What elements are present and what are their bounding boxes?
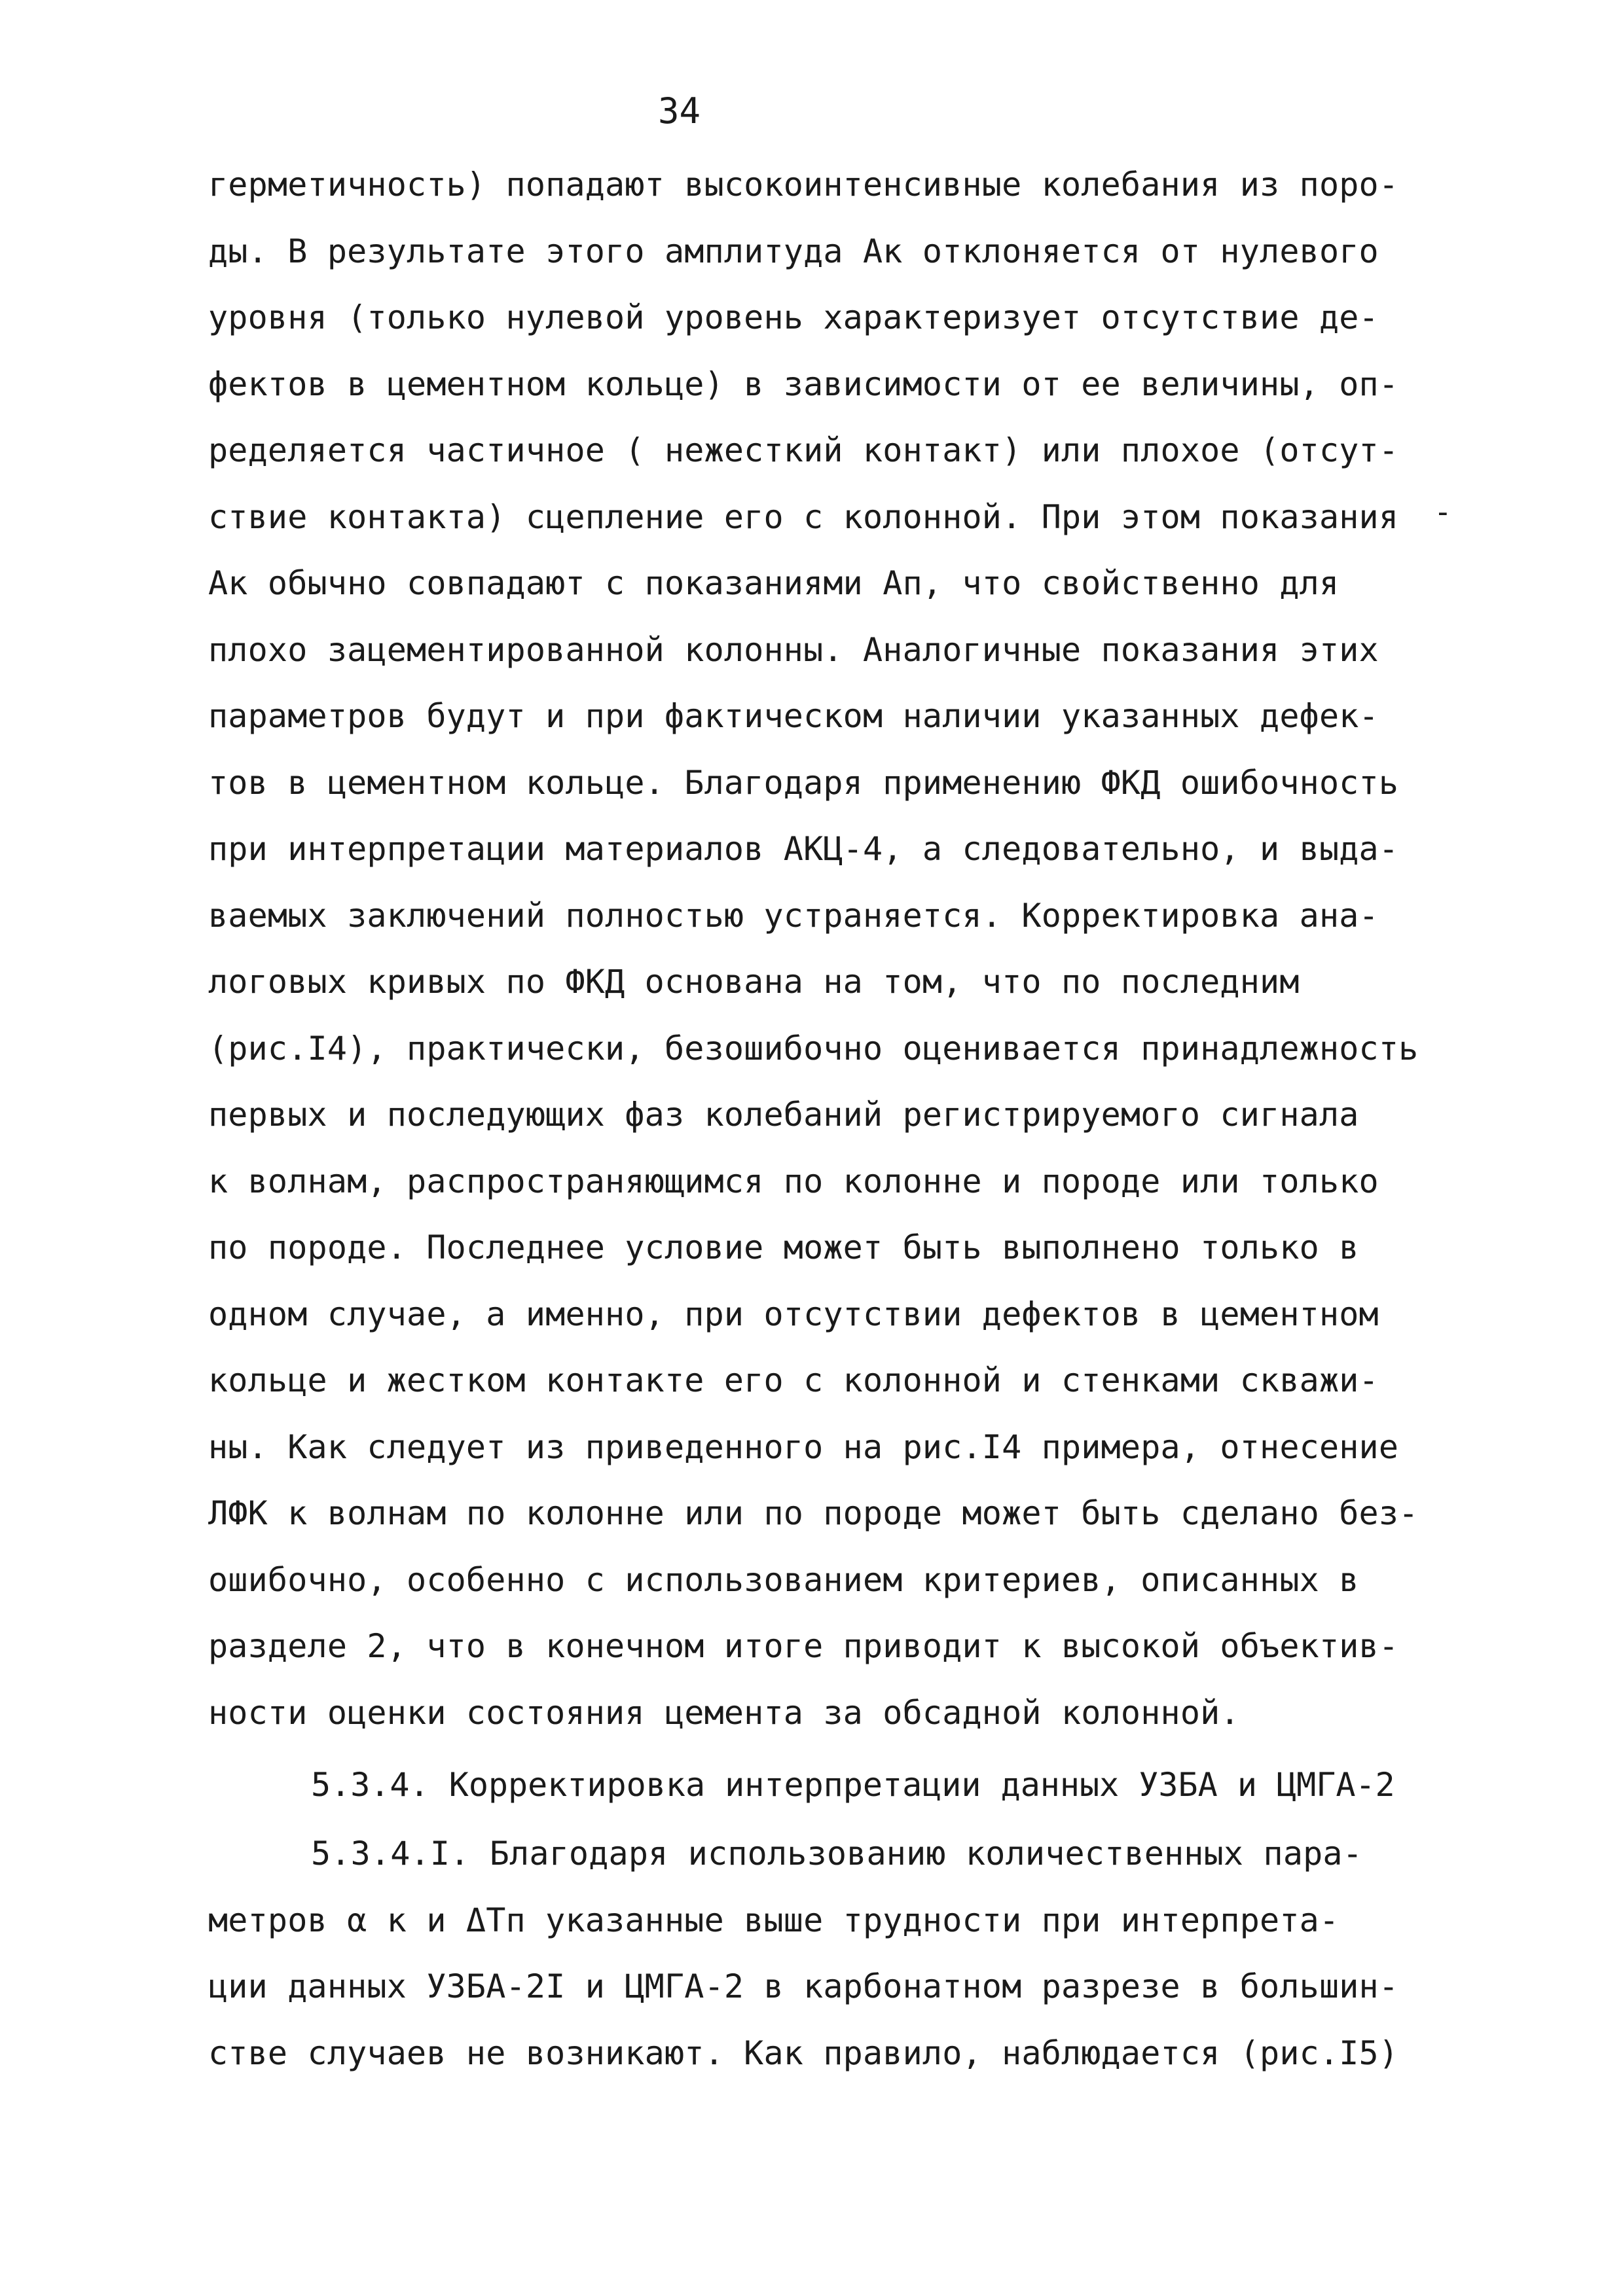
text-line: ствие контакта) сцепление его с колонной. При этом показания <box>208 497 1399 536</box>
text-line: ции данных УЗБА-2I и ЦМГА-2 в карбонатном разрезе в большин- <box>208 1967 1399 2005</box>
text-line: фектов в цементном кольце) в зависимости от ее величины, оп- <box>208 365 1399 403</box>
text-line: ределяется частичное ( нежесткий контакт) или плохое (отсут- <box>208 431 1399 469</box>
text-line: первых и последующих фаз колебаний регистрируемого сигнала <box>208 1096 1359 1134</box>
text-line: плохо зацементированной колонны. Аналогичные показания этих <box>208 630 1379 669</box>
text-line: логовых кривых по ФКД основана на том, что по последним <box>208 963 1300 1001</box>
text-line: кольце и жестком контакте его с колонной и стенками скважи- <box>208 1361 1379 1399</box>
text-line: по породе. Последнее условие может быть выполнено только в <box>208 1229 1359 1266</box>
body-paragraph <box>208 152 1465 1746</box>
text-line: ошибочно, особенно с использованием критериев, описанных в <box>208 1560 1359 1599</box>
text-line: метров α к и ΔТп указанные выше трудности при интерпрета- <box>208 1901 1340 1939</box>
text-line: тов в цементном кольце. Благодаря применению ФКД ошибочность <box>208 763 1399 802</box>
text-line: ности оценки состояния цемента за обсадной колонной. <box>208 1693 1240 1732</box>
text-line: ды. В результате этого амплитуда Ак отклоняется от нулевого <box>208 232 1379 270</box>
section-heading: 5.3.4. Корректировка интерпретации данных УЗБА и ЦМГА-2 <box>311 1766 1395 1804</box>
page-number: 34 <box>658 90 701 132</box>
text-line: уровня (только нулевой уровень характеризует отсутствие де- <box>208 298 1379 336</box>
text-line: ваемых заключений полностью устраняется. Корректировка ана- <box>208 896 1379 935</box>
text-line: 5.3.4.I. Благодаря использованию количественных пара- <box>311 1835 1363 1873</box>
text-line: одном случае, а именно, при отсутствии дефектов в цементном <box>208 1295 1379 1333</box>
margin-mark: - <box>1434 494 1452 529</box>
text-line: при интерпретации материалов АКЦ-4, а следовательно, и выда- <box>208 830 1399 868</box>
text-line: ЛФК к волнам по колонне или по породе может быть сделано без- <box>208 1494 1419 1532</box>
text-line: ны. Как следует из приведенного на рис.I4 примера, отнесение <box>208 1427 1399 1466</box>
text-line: к волнам, распространяющимся по колонне и породе или только <box>208 1162 1379 1200</box>
text-line: Ак обычно совпадают с показаниями Ап, что свойственно для <box>208 564 1340 602</box>
text-line: разделе 2, что в конечном итоге приводит к высокой объектив- <box>208 1627 1399 1665</box>
text-line: герметичность) попадают высокоинтенсивные колебания из поро- <box>208 166 1399 204</box>
text-line: параметров будут и при фактическом наличии указанных дефек- <box>208 697 1379 735</box>
text-line: (рис.I4), практически, безошибочно оценивается принадлежность <box>208 1029 1419 1067</box>
text-line: стве случаев не возникают. Как правило, наблюдается (рис.I5) <box>208 2034 1399 2072</box>
section-paragraph <box>208 1821 1465 2087</box>
